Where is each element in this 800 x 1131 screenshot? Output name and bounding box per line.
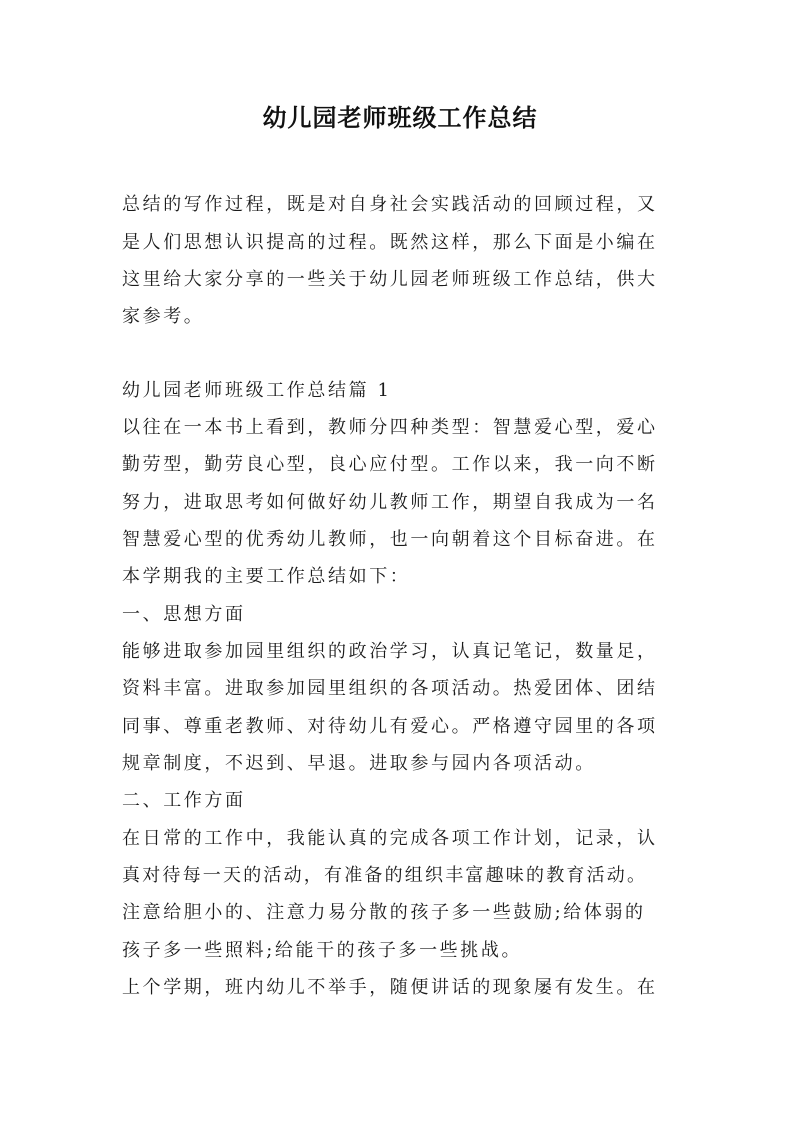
body-line: 以往在一本书上看到，教师分四种类型：智慧爱心型，爱心	[122, 417, 658, 438]
body-line: 资料丰富。进取参加园里组织的各项活动。热爱团体、团结	[122, 678, 658, 699]
body-line: 智慧爱心型的优秀幼儿教师，也一向朝着这个目标奋进。在	[122, 529, 658, 550]
body-line: 在日常的工作中，我能认真的完成各项工作计划，记录，认	[122, 828, 658, 849]
body-line: 勤劳型，勤劳良心型，良心应付型。工作以来，我一向不断	[122, 454, 658, 475]
subheading-work: 二、工作方面	[122, 790, 246, 811]
intro-line-1: 总结的写作过程，既是对自身社会实践活动的回顾过程，又	[122, 194, 658, 215]
body-line: 孩子多一些照料;给能干的孩子多一些挑战。	[122, 940, 523, 961]
body-line: 能够进取参加园里组织的政治学习，认真记笔记，数量足，	[122, 641, 658, 662]
intro-line-4: 家参考。	[122, 306, 205, 327]
subheading-thought: 一、思想方面	[122, 604, 246, 625]
body-line: 真对待每一天的活动，有准备的组织丰富趣味的教育活动。	[122, 865, 648, 886]
document-title: 幼儿园老师班级工作总结	[262, 104, 538, 132]
intro-line-3: 这里给大家分享的一些关于幼儿园老师班级工作总结，供大	[122, 269, 658, 290]
body-line: 上个学期，班内幼儿不举手，随便讲话的现象屡有发生。在	[122, 977, 658, 998]
body-line: 本学期我的主要工作总结如下：	[122, 566, 411, 587]
body-line: 同事、尊重老教师、对待幼儿有爱心。严格遵守园里的各项	[122, 716, 658, 737]
intro-line-2: 是人们思想认识提高的过程。既然这样，那么下面是小编在	[122, 232, 658, 253]
body-line: 注意给胆小的、注意力易分散的孩子多一些鼓励;给体弱的	[122, 902, 646, 923]
section-heading-part-1: 幼儿园老师班级工作总结篇 1	[122, 380, 392, 401]
body-line: 规章制度，不迟到、早退。进取参与园内各项活动。	[122, 753, 596, 774]
body-line: 努力，进取思考如何做好幼儿教师工作，期望自我成为一名	[122, 492, 658, 513]
